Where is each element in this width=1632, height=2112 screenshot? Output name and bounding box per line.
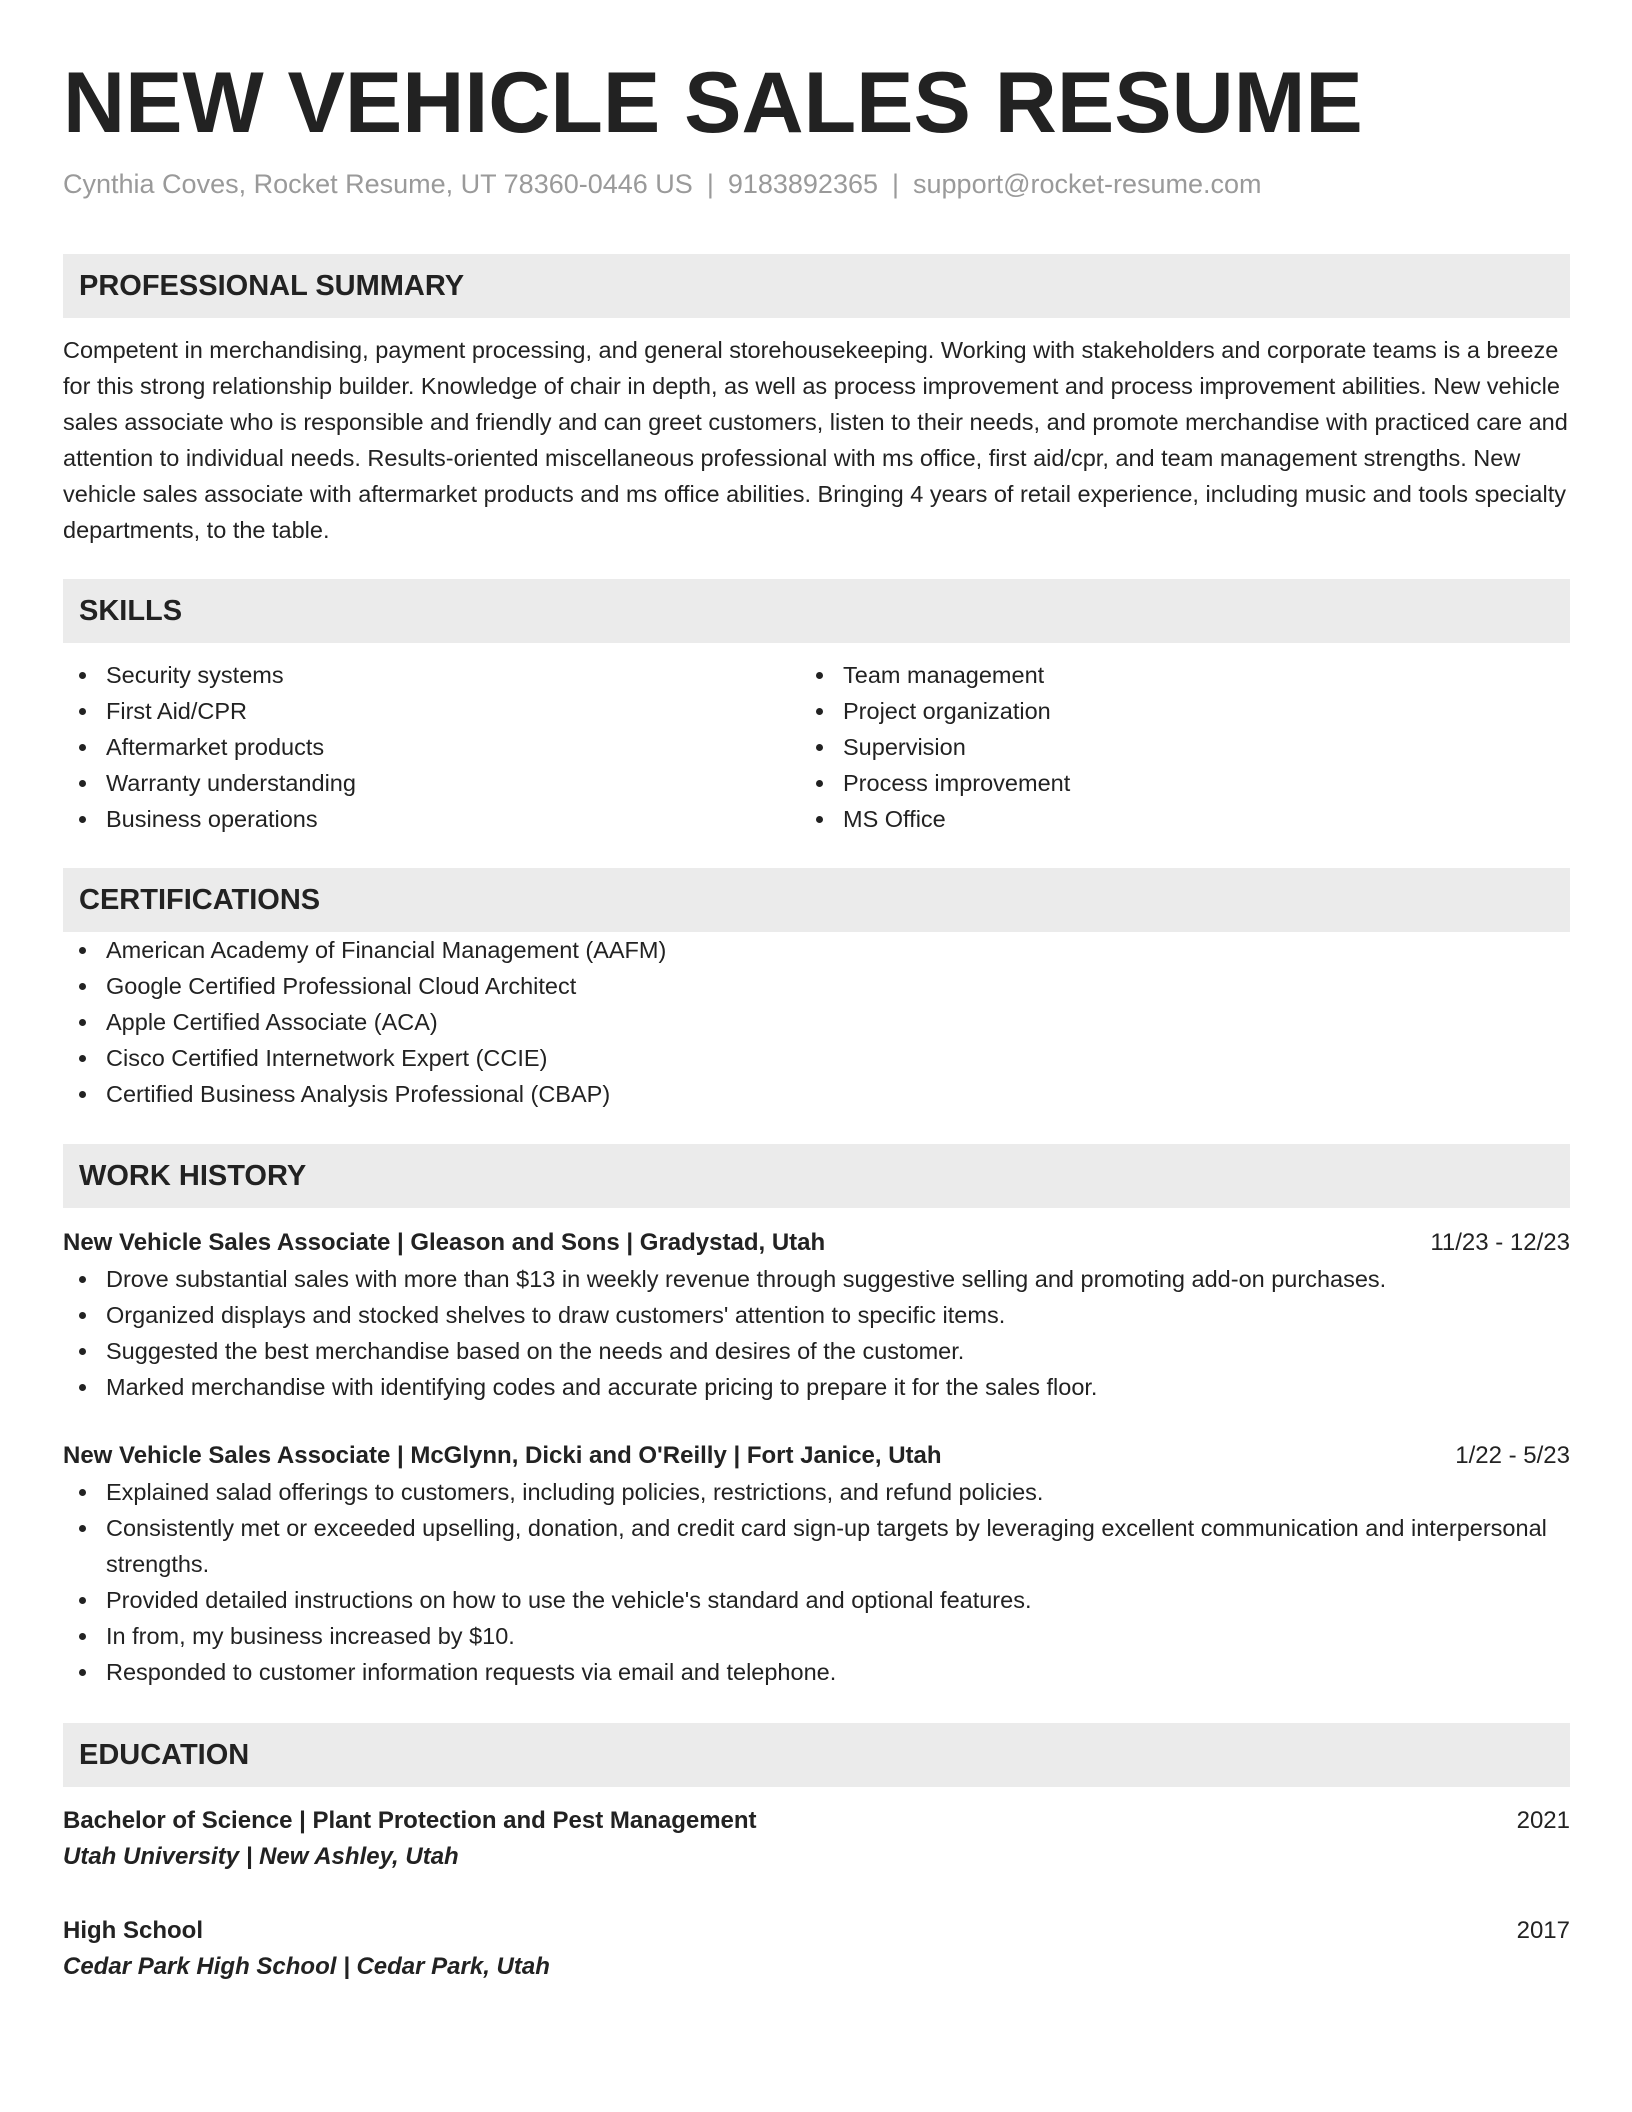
skill-item: First Aid/CPR	[63, 693, 800, 729]
education-entry	[63, 1803, 1570, 1875]
education-degree: High School	[63, 1917, 203, 1944]
skill-item: Security systems	[63, 657, 800, 693]
contact-email: support@rocket-resume.com	[913, 169, 1262, 199]
education-school: Cedar Park High School | Cedar Park, Utah	[63, 1953, 550, 1980]
job-heading: New Vehicle Sales Associate | McGlynn, Dicki and O'Reilly | Fort Janice, Utah	[63, 1442, 942, 1469]
skill-item: Supervision	[800, 729, 1537, 765]
job-heading: New Vehicle Sales Associate | Gleason and Sons | Gradystad, Utah	[63, 1229, 826, 1256]
job-bullet: Organized displays and stocked shelves to draw customers' attention to specific items.	[63, 1297, 1570, 1333]
education-degree: Bachelor of Science | Plant Protection and Pest Management	[63, 1807, 757, 1834]
skill-item: Warranty understanding	[63, 765, 800, 801]
section-header-education: EDUCATION	[63, 1723, 1570, 1787]
education-year: 2017	[1516, 1917, 1570, 1944]
section-header-skills: SKILLS	[63, 579, 1570, 643]
job-bullet: Marked merchandise with identifying codes and accurate pricing to prepare it for the sales floor.	[63, 1369, 1570, 1405]
job-bullet: Provided detailed instructions on how to use the vehicle's standard and optional features.	[63, 1582, 1570, 1618]
job-bullet: Suggested the best merchandise based on the needs and desires of the customer.	[63, 1333, 1570, 1369]
certification-item: Google Certified Professional Cloud Architect	[63, 968, 1570, 1004]
skills-list-right	[800, 657, 1537, 837]
contact-address: Cynthia Coves, Rocket Resume, UT 78360-0446 US	[63, 169, 693, 199]
job-entry	[63, 1225, 1570, 1405]
job-bullet: In from, my business increased by $10.	[63, 1618, 1570, 1654]
contact-line	[63, 166, 1570, 202]
skill-item: MS Office	[800, 801, 1537, 837]
certification-item: Apple Certified Associate (ACA)	[63, 1004, 1570, 1040]
job-dates: 11/23 - 12/23	[1430, 1229, 1570, 1256]
skills-column-right	[800, 657, 1537, 837]
section-header-summary: PROFESSIONAL SUMMARY	[63, 254, 1570, 318]
contact-phone: 9183892365	[727, 169, 878, 199]
summary-text: Competent in merchandising, payment processing, and general storehousekeeping. Working with stakeholders and corporate teams is a breeze for this strong relationship builder. Knowledge of chair in depth, as well as process improvement and process improvement abilities. New vehicle sales associate who is responsible and friendly and can greet customers, listen to their needs, and promote merchandise with practiced care and attention to individual needs. Results-oriented miscellaneous professional with ms office, first aid/cpr, and team management strengths. New vehicle sales associate with aftermarket products and ms office abilities. Bringing 4 years of retail experience, including music and tools specialty departments, to the table.	[63, 337, 1568, 543]
skill-item: Process improvement	[800, 765, 1537, 801]
job-bullets	[63, 1474, 1570, 1690]
resume-title: NEW VEHICLE SALES RESUME	[63, 55, 1363, 151]
job-entry	[63, 1438, 1570, 1690]
certification-item: Cisco Certified Internetwork Expert (CCIE)	[63, 1040, 1570, 1076]
section-header-certifications: CERTIFICATIONS	[63, 868, 1570, 932]
education-year: 2021	[1516, 1807, 1570, 1834]
section-header-work-history: WORK HISTORY	[63, 1144, 1570, 1208]
skills-list-left	[63, 657, 800, 837]
contact-separator: |	[892, 169, 900, 199]
job-bullet: Responded to customer information requests via email and telephone.	[63, 1654, 1570, 1690]
job-heading-row	[63, 1225, 1570, 1261]
certification-item: American Academy of Financial Management (AAFM)	[63, 932, 1570, 968]
skills-grid	[63, 657, 1570, 837]
job-bullets	[63, 1261, 1570, 1405]
skill-item: Team management	[800, 657, 1537, 693]
skills-column-left	[63, 657, 800, 837]
job-bullet: Explained salad offerings to customers, including policies, restrictions, and refund policies.	[63, 1474, 1570, 1510]
skill-item: Project organization	[800, 693, 1537, 729]
certifications-list	[63, 932, 1570, 1112]
education-heading-row	[63, 1913, 1570, 1949]
skill-item: Aftermarket products	[63, 729, 800, 765]
certification-item: Certified Business Analysis Professional (CBAP)	[63, 1076, 1570, 1112]
skill-item: Business operations	[63, 801, 800, 837]
job-bullet: Drove substantial sales with more than $13 in weekly revenue through suggestive selling and promoting add-on purchases.	[63, 1261, 1570, 1297]
job-dates: 1/22 - 5/23	[1455, 1442, 1570, 1469]
education-entry	[63, 1913, 1570, 1985]
contact-separator: |	[706, 169, 714, 199]
education-school: Utah University | New Ashley, Utah	[63, 1843, 459, 1870]
job-heading-row	[63, 1438, 1570, 1474]
education-heading-row	[63, 1803, 1570, 1839]
job-bullet: Consistently met or exceeded upselling, donation, and credit card sign-up targets by leveraging excellent communication and interpersonal strengths.	[63, 1510, 1570, 1582]
